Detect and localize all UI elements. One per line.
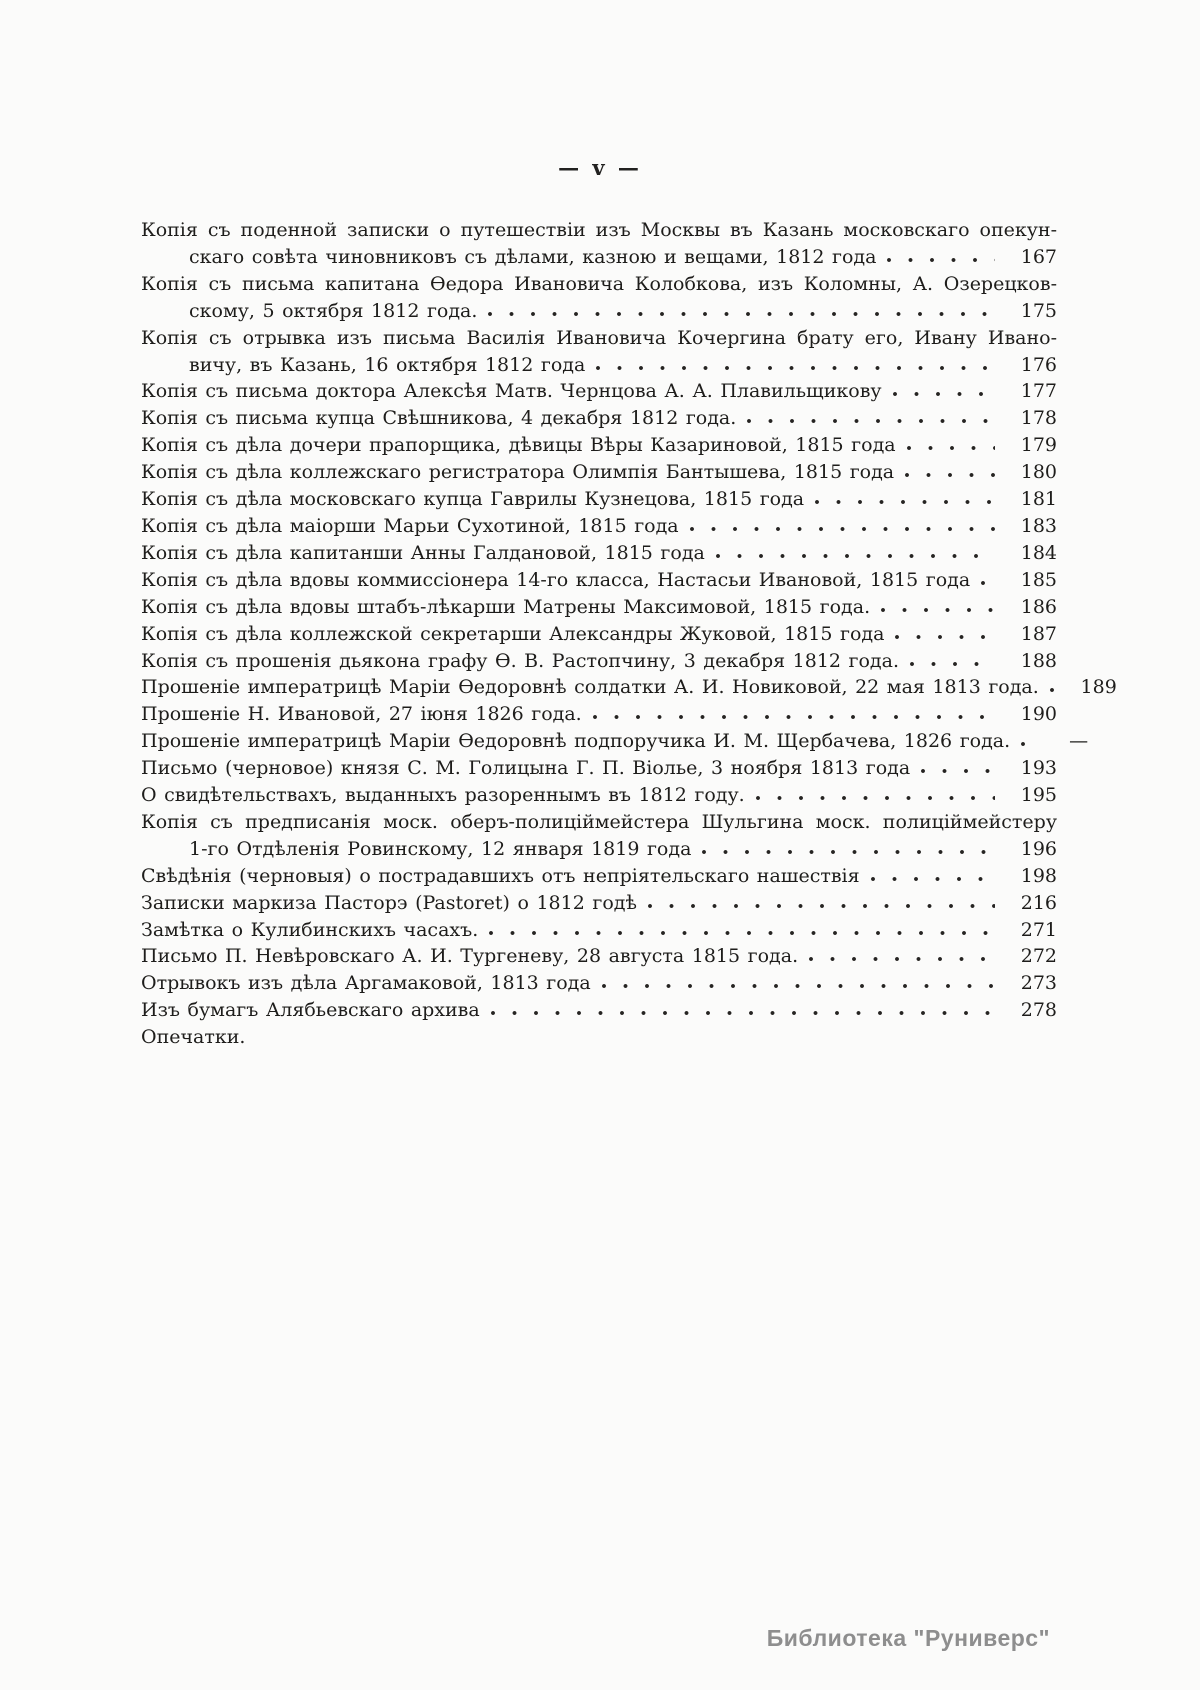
toc-row xyxy=(141,621,1057,648)
toc-row xyxy=(141,217,1057,244)
toc-row xyxy=(141,594,1057,621)
toc-row xyxy=(141,325,1057,352)
leader-dots xyxy=(814,499,995,505)
toc-entry-text: Копія съ дѣла коллежской секретарши Александры Жуковой, 1815 года xyxy=(141,622,885,645)
toc-entry-text: Замѣтка о Кулибинскихъ часахъ. xyxy=(141,918,479,941)
toc-row xyxy=(141,943,1057,970)
toc-row xyxy=(141,917,1057,944)
watermark-label: Библиотека "Руниверс" xyxy=(766,1625,1050,1651)
toc-row xyxy=(141,378,1057,405)
toc-entry-text: скаго совѣта чиновниковъ съ дѣлами, казною и вещами, 1812 года xyxy=(189,245,877,268)
toc-row xyxy=(141,970,1057,997)
toc-entry-text: Копія съ письма доктора Алексѣя Матв. Чернцова А. А. Плавильщикову xyxy=(141,380,882,403)
toc-row xyxy=(141,755,1057,782)
toc-entry-text: Копія съ прошенія дьякона графу Ѳ. В. Растопчину, 3 декабря 1812 года. xyxy=(141,649,899,672)
toc-entry-text: 1-го Отдѣленія Ровинскому, 12 января 1819 года xyxy=(189,837,692,860)
toc-row xyxy=(141,486,1057,513)
toc-entry-text: Копія съ дѣла московскаго купца Гаврилы Кузнецова, 1815 года xyxy=(141,488,805,511)
toc-entry-text: Письмо (черновое) князя С. М. Голицына Г. П. Віолье, 3 ноября 1813 года xyxy=(141,757,911,780)
toc-row xyxy=(141,701,1057,728)
leader-dots xyxy=(980,580,995,586)
toc-row xyxy=(141,244,1057,271)
toc-entry-text: Прошеніе Н. Ивановой, 27 іюня 1826 года. xyxy=(141,703,582,726)
toc-entry-text: Прошеніе императрицѣ Маріи Ѳедоровнѣ подпоручика И. М. Щербачева, 1826 года. xyxy=(141,730,1011,753)
toc-entry-page: 186 xyxy=(1020,595,1057,618)
toc-entry-page: 196 xyxy=(1020,837,1057,860)
leader-dots xyxy=(892,391,995,397)
leader-dots xyxy=(689,526,995,532)
toc-row xyxy=(141,809,1057,836)
toc-entry-text: Копія съ отрывка изъ письма Василія Ивановича Кочергина брату его, Ивану Ивано- xyxy=(141,326,1057,349)
toc-entry-page: 178 xyxy=(1020,407,1057,430)
leader-dots xyxy=(920,768,995,774)
leader-dots xyxy=(601,983,995,989)
toc-entry-text: вичу, въ Казань, 16 октября 1812 года xyxy=(189,353,586,376)
toc-entry-text: Прошеніе императрицѣ Маріи Ѳедоровнѣ солдатки А. И. Новиковой, 22 мая 1813 года. xyxy=(141,676,1039,699)
leader-dots xyxy=(746,418,995,424)
leader-dots xyxy=(592,714,995,720)
toc-entry-page: 184 xyxy=(1020,541,1057,564)
leader-dots xyxy=(488,930,995,936)
toc-entry-page: 195 xyxy=(1020,784,1057,807)
toc-entry-page: 167 xyxy=(1020,245,1057,268)
toc-entry-text: Копія съ дѣла капитанши Анны Галдановой, 1815 года xyxy=(141,541,705,564)
toc-entry-text: Опечатки. xyxy=(141,1026,246,1049)
leader-dots xyxy=(755,795,995,801)
toc-entry-text: Отрывокъ изъ дѣла Аргамаковой, 1813 года xyxy=(141,972,591,995)
toc-entry-page: 273 xyxy=(1020,972,1057,995)
toc-entry-page: 176 xyxy=(1020,353,1057,376)
toc-entry-page: 272 xyxy=(1020,945,1057,968)
toc-row xyxy=(141,728,1089,755)
toc-row xyxy=(141,836,1057,863)
toc-entry-page: — xyxy=(1069,730,1089,753)
leader-dots xyxy=(1049,687,1055,693)
leader-dots xyxy=(595,365,995,371)
leader-dots xyxy=(886,257,995,263)
toc-entry-page: 193 xyxy=(1020,757,1057,780)
toc-row xyxy=(141,863,1057,890)
toc-entry-text: Копія съ дѣла вдовы коммиссіонера 14-го класса, Настасьи Ивановой, 1815 года xyxy=(141,568,971,591)
toc-entry-text: Копія съ поденной записки о путешествіи изъ Москвы въ Казань московскаго опекун- xyxy=(141,219,1057,241)
leader-dots xyxy=(1020,741,1026,747)
leader-dots xyxy=(490,1010,995,1016)
toc-row xyxy=(141,540,1057,567)
toc-entry-page: 189 xyxy=(1080,676,1117,699)
toc-row xyxy=(141,271,1057,298)
toc-entry-page: 183 xyxy=(1020,514,1057,537)
toc-entry-page: 278 xyxy=(1020,999,1057,1022)
toc-entry-text: Копія съ дѣла коллежскаго регистратора Олимпія Бантышева, 1815 года xyxy=(141,461,895,484)
toc-row xyxy=(141,567,1057,594)
leader-dots xyxy=(894,634,995,640)
toc-row xyxy=(141,997,1057,1024)
toc-list xyxy=(141,217,1117,1051)
toc-entry-text: Письмо П. Невѣровскаго А. И. Тургеневу, 28 августа 1815 года. xyxy=(141,945,799,968)
page-number-header: — v — xyxy=(558,155,642,180)
toc-row xyxy=(141,432,1057,459)
toc-row xyxy=(141,405,1057,432)
toc-entry-page: 190 xyxy=(1020,703,1057,726)
toc-entry-text: Копія съ письма капитана Ѳедора Ивановича Колобкова, изъ Коломны, А. Озерецков- xyxy=(141,272,1057,295)
toc-entry-text: Изъ бумагъ Алябьевскаго архива xyxy=(141,999,480,1022)
toc-entry-text: О свидѣтельствахъ, выданныхъ разореннымъ въ 1812 году. xyxy=(141,784,745,807)
toc-entry-page: 185 xyxy=(1020,568,1057,591)
toc-entry-text: Копія съ письма купца Свѣшникова, 4 декабря 1812 года. xyxy=(141,407,737,430)
toc-entry-page: 175 xyxy=(1020,299,1057,322)
toc-entry-text: скому, 5 октября 1812 года. xyxy=(189,299,478,322)
toc-row xyxy=(141,782,1057,809)
toc-entry-page: 180 xyxy=(1020,461,1057,484)
toc-entry-text: Копія съ предписанія моск. оберъ-полиціймейстера Шульгина моск. полиціймейстеру xyxy=(141,810,1057,833)
toc-entry-text: Копія съ дѣла вдовы штабъ-лѣкарши Матрены Максимовой, 1815 года. xyxy=(141,595,871,618)
toc-entry-page: 177 xyxy=(1020,380,1057,403)
toc-entry-text: Копія съ дѣла маіорши Марьи Сухотиной, 1815 года xyxy=(141,514,679,537)
toc-entry-text: Копія съ дѣла дочери прапорщика, дѣвицы Вѣры Казариновой, 1815 года xyxy=(141,434,896,457)
toc-entry-page: 181 xyxy=(1020,488,1057,511)
leader-dots xyxy=(715,553,995,559)
toc-row xyxy=(141,890,1057,917)
toc-row xyxy=(141,674,1117,701)
toc-entry-page: 271 xyxy=(1020,918,1057,941)
leader-dots xyxy=(909,661,995,667)
toc-entry-text: Записки маркиза Пасторэ (Pastoret) о 1812 годѣ xyxy=(141,891,637,914)
toc-row xyxy=(141,1024,1057,1051)
toc-row xyxy=(141,648,1057,675)
toc-row xyxy=(141,352,1057,379)
leader-dots xyxy=(808,956,995,962)
leader-dots xyxy=(906,445,995,451)
leader-dots xyxy=(904,472,995,478)
leader-dots xyxy=(880,607,995,613)
leader-dots xyxy=(487,311,995,317)
toc-entry-page: 188 xyxy=(1020,649,1057,672)
toc-row xyxy=(141,298,1057,325)
toc-entry-page: 187 xyxy=(1020,622,1057,645)
toc-entry-page: 216 xyxy=(1020,891,1057,914)
toc-entry-page: 198 xyxy=(1020,864,1057,887)
leader-dots xyxy=(870,876,995,882)
toc-row xyxy=(141,513,1057,540)
toc-entry-page: 179 xyxy=(1020,434,1057,457)
toc-row xyxy=(141,459,1057,486)
leader-dots xyxy=(701,849,995,855)
toc-entry-text: Свѣдѣнія (черновыя) о пострадавшихъ отъ непріятельскаго нашествія xyxy=(141,864,860,887)
leader-dots xyxy=(647,903,995,909)
